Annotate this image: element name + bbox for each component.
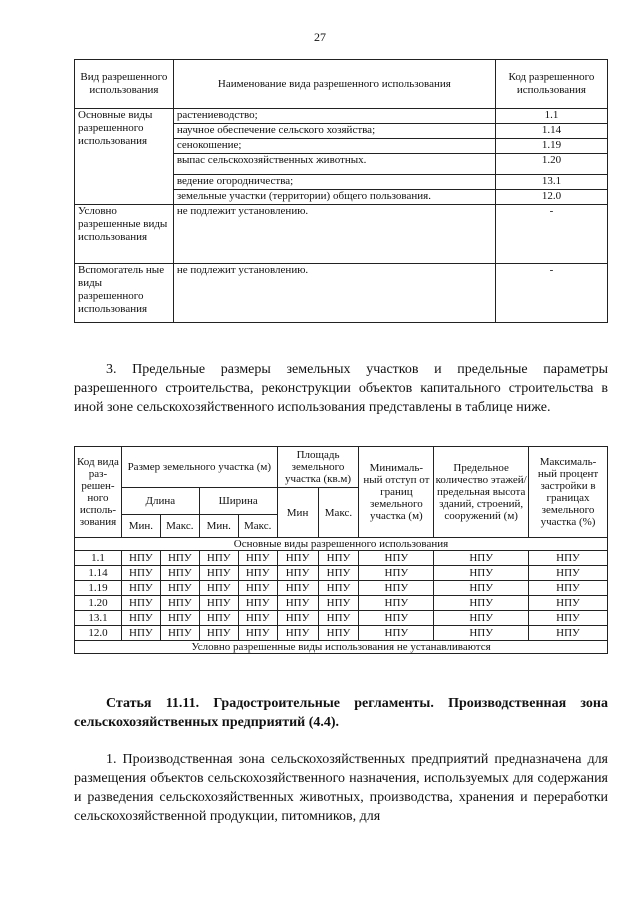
header-kind: Вид разрешенного использования (75, 60, 174, 109)
row-value: НПУ (277, 551, 318, 566)
use-name: не подлежит установлению. (173, 264, 495, 323)
row-value: НПУ (359, 596, 434, 611)
header-area: Площадь земельного участка (кв.м) (277, 447, 359, 488)
header-width-max: Макс. (238, 515, 277, 538)
article-heading-text: Статья 11.11. Градостроительные регламенты. Производственная зона сельскохозяйственных предприятий (4.4). (74, 696, 608, 730)
row-value: НПУ (277, 596, 318, 611)
row-value: НПУ (277, 581, 318, 596)
row-value: НПУ (318, 611, 359, 626)
section-row (75, 538, 608, 551)
header-width-min: Мин. (199, 515, 238, 538)
row-code: 12.0 (75, 626, 122, 641)
table-row (75, 551, 608, 566)
table-row (75, 581, 608, 596)
paragraph-3 (74, 360, 608, 417)
row-value: НПУ (238, 566, 277, 581)
table-header-row (75, 60, 608, 109)
table-row (75, 205, 608, 264)
row-value: НПУ (318, 581, 359, 596)
article-heading (74, 694, 608, 732)
row-value: НПУ (318, 566, 359, 581)
row-value: НПУ (529, 611, 608, 626)
header-floors: Предельное количество этажей/ предельная высота зданий, строений, сооружений (м) (434, 447, 529, 538)
row-value: НПУ (199, 611, 238, 626)
header-code: Код вида раз- решен- ного исполь- зования (75, 447, 122, 538)
use-name: научное обеспечение сельского хозяйства; (173, 124, 495, 139)
kind-auxiliary: Вспомогатель ные виды разрешенного использования (75, 264, 174, 323)
row-code: 1.1 (75, 551, 122, 566)
row-value: НПУ (238, 551, 277, 566)
row-code: 1.14 (75, 566, 122, 581)
table-row (75, 626, 608, 641)
row-value: НПУ (121, 581, 160, 596)
paragraph-1-text: 1. Производственная зона сельскохозяйственных предприятий предназначена для размещения объектов сельскохозяйственного назначения, используемых для содержания и разведения сельскохозяйственных животных, производства, хранения и переработки сельскохозяйственной продукции, питомников, для (74, 752, 608, 824)
kind-conditional: Условно разрешенные виды использования (75, 205, 174, 264)
row-value: НПУ (160, 581, 199, 596)
header-length: Длина (121, 488, 199, 515)
row-value: НПУ (121, 551, 160, 566)
row-value: НПУ (199, 626, 238, 641)
row-value: НПУ (434, 566, 529, 581)
row-value: НПУ (199, 596, 238, 611)
table-row (75, 596, 608, 611)
row-value: НПУ (434, 611, 529, 626)
row-value: НПУ (121, 596, 160, 611)
use-code: 1.14 (495, 124, 607, 139)
row-code: 1.20 (75, 596, 122, 611)
use-name: сенокошение; (173, 139, 495, 154)
row-value: НПУ (359, 626, 434, 641)
use-name: земельные участки (территории) общего пользования. (173, 190, 495, 205)
row-value: НПУ (359, 611, 434, 626)
row-code: 1.19 (75, 581, 122, 596)
row-value: НПУ (121, 566, 160, 581)
header-setback: Минималь- ный отступ от границ земельного участка (м) (359, 447, 434, 538)
header-code: Код разрешенного использования (495, 60, 607, 109)
page-number: 27 (314, 30, 326, 44)
use-code: 1.19 (495, 139, 607, 154)
use-name: выпас сельскохозяйственных животных. (173, 154, 495, 175)
header-area-min: Мин (277, 488, 318, 538)
limits-rows (75, 551, 608, 641)
row-value: НПУ (318, 626, 359, 641)
row-value: НПУ (529, 626, 608, 641)
row-value: НПУ (359, 551, 434, 566)
row-value: НПУ (434, 626, 529, 641)
use-code: 12.0 (495, 190, 607, 205)
use-code: - (495, 205, 607, 264)
kind-main: Основные виды разрешенного использования (75, 109, 174, 205)
row-value: НПУ (359, 581, 434, 596)
header-width: Ширина (199, 488, 277, 515)
row-value: НПУ (529, 566, 608, 581)
row-value: НПУ (160, 626, 199, 641)
row-value: НПУ (238, 611, 277, 626)
row-value: НПУ (121, 626, 160, 641)
row-value: НПУ (529, 581, 608, 596)
use-code: 1.1 (495, 109, 607, 124)
row-value: НПУ (529, 596, 608, 611)
permitted-use-table (74, 59, 608, 323)
header-area-max: Макс. (318, 488, 359, 538)
row-value: НПУ (121, 611, 160, 626)
row-value: НПУ (318, 551, 359, 566)
section-main: Основные виды разрешенного использования (75, 538, 608, 551)
row-value: НПУ (160, 551, 199, 566)
row-value: НПУ (434, 596, 529, 611)
header-length-max: Макс. (160, 515, 199, 538)
row-value: НПУ (160, 596, 199, 611)
row-value: НПУ (318, 596, 359, 611)
row-value: НПУ (160, 566, 199, 581)
use-code: - (495, 264, 607, 323)
row-value: НПУ (277, 611, 318, 626)
header-percent: Максималь- ный процент застройки в границах земельного участка (%) (529, 447, 608, 538)
table-row (75, 566, 608, 581)
row-value: НПУ (238, 626, 277, 641)
row-value: НПУ (359, 566, 434, 581)
use-name: не подлежит установлению. (173, 205, 495, 264)
section-row (75, 641, 608, 654)
row-code: 13.1 (75, 611, 122, 626)
use-name: ведение огородничества; (173, 175, 495, 190)
header-size: Размер земельного участка (м) (121, 447, 277, 488)
limits-table (74, 446, 608, 654)
row-value: НПУ (199, 566, 238, 581)
table-row (75, 264, 608, 323)
row-value: НПУ (238, 596, 277, 611)
row-value: НПУ (434, 551, 529, 566)
header-length-min: Мин. (121, 515, 160, 538)
row-value: НПУ (434, 581, 529, 596)
table-header-row (75, 447, 608, 488)
row-value: НПУ (238, 581, 277, 596)
table-row (75, 611, 608, 626)
row-value: НПУ (199, 551, 238, 566)
row-value: НПУ (277, 626, 318, 641)
paragraph-1 (74, 750, 608, 826)
use-name: растениеводство; (173, 109, 495, 124)
use-code: 13.1 (495, 175, 607, 190)
row-value: НПУ (199, 581, 238, 596)
paragraph-3-text: 3. Предельные размеры земельных участков и предельные параметры разрешенного строительства, реконструкции объектов капитального строительства в иной зоне сельскохозяйственного использования представлены в таблице ниже. (74, 362, 608, 415)
row-value: НПУ (277, 566, 318, 581)
table-row (75, 109, 608, 124)
row-value: НПУ (160, 611, 199, 626)
row-value: НПУ (529, 551, 608, 566)
section-conditional: Условно разрешенные виды использования не устанавливаются (75, 641, 608, 654)
header-name: Наименование вида разрешенного использования (173, 60, 495, 109)
use-code: 1.20 (495, 154, 607, 175)
